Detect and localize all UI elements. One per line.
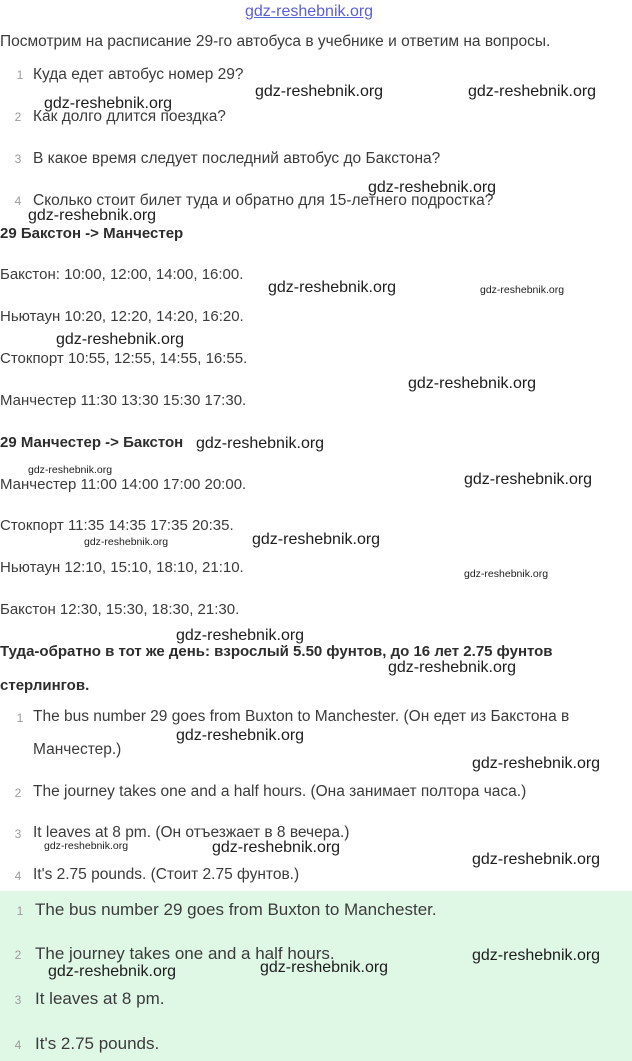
watermark: gdz-reshebnik.org — [84, 536, 169, 548]
route-heading: 29 Бакстон -> Манчестер — [0, 225, 184, 242]
watermark: gdz-reshebnik.org — [28, 464, 113, 476]
question-text: Как долго длится поездка? — [33, 108, 226, 125]
schedule-row: Стокпорт 11:35 14:35 17:35 20:35. — [0, 517, 234, 534]
answer-number: 2 — [14, 786, 22, 800]
fare-text: Туда-обратно в тот же день: взрослый 5.50 фунтов, до 16 лет 2.75 фунтов — [0, 643, 553, 660]
final-answer-text: It's 2.75 pounds. — [35, 1034, 160, 1053]
watermark: gdz-reshebnik.org — [212, 839, 341, 856]
watermark: gdz-reshebnik.org — [468, 83, 597, 100]
answer-text: It's 2.75 pounds. (Стоит 2.75 фунтов.) — [33, 866, 300, 883]
watermark: gdz-reshebnik.org — [28, 207, 157, 224]
route-heading: 29 Манчестер -> Бакстон — [0, 434, 184, 451]
question-number: 3 — [14, 152, 22, 166]
watermark: gdz-reshebnik.org — [368, 179, 497, 196]
final-answer-number: 4 — [14, 1038, 22, 1052]
final-answer-text: It leaves at 8 pm. — [35, 989, 165, 1008]
watermark: gdz-reshebnik.org — [480, 284, 565, 296]
question-text: В какое время следует последний автобус до Бакстона? — [33, 150, 441, 167]
watermark: gdz-reshebnik.org — [472, 947, 601, 964]
answer-number: 1 — [16, 711, 24, 725]
answer-text: It leaves at 8 pm. (Он отъезжает в 8 вечера.) — [33, 824, 350, 841]
watermark: gdz-reshebnik.org — [44, 95, 173, 112]
final-answer-text: The bus number 29 goes from Buxton to Manchester. — [35, 900, 437, 919]
answer-number: 3 — [14, 827, 22, 841]
schedule-row: Ньютаун 10:20, 12:20, 14:20, 16:20. — [0, 308, 244, 325]
watermark: gdz-reshebnik.org — [176, 727, 305, 744]
watermark: gdz-reshebnik.org — [472, 755, 601, 772]
question-text: Сколько стоит билет туда и обратно для 15-летнего подростка? — [33, 192, 494, 209]
answer-number: 4 — [14, 869, 22, 883]
final-answer-number: 3 — [14, 993, 22, 1007]
watermark: gdz-reshebnik.org — [260, 959, 389, 976]
watermark: gdz-reshebnik.org — [464, 568, 549, 580]
watermark: gdz-reshebnik.org — [464, 471, 593, 488]
answer-text-cont: Манчестер.) — [33, 741, 122, 758]
schedule-row: Стокпорт 10:55, 12:55, 14:55, 16:55. — [0, 350, 248, 367]
question-number: 1 — [16, 68, 24, 82]
final-answer-text: The journey takes one and a half hours. — [35, 944, 335, 963]
watermark: gdz-reshebnik.org — [252, 531, 381, 548]
question-text: Куда едет автобус номер 29? — [33, 66, 244, 83]
watermark: gdz-reshebnik.org — [472, 851, 601, 868]
schedule-row: Манчестер 11:00 14:00 17:00 20:00. — [0, 476, 247, 493]
watermark: gdz-reshebnik.org — [268, 279, 397, 296]
question-number: 4 — [14, 194, 22, 208]
watermark: gdz-reshebnik.org — [44, 840, 129, 852]
watermark: gdz-reshebnik.org — [56, 331, 185, 348]
fare-text-cont: стерлингов. — [0, 677, 90, 694]
watermark: gdz-reshebnik.org — [255, 83, 384, 100]
schedule-row: Ньютаун 12:10, 15:10, 18:10, 21:10. — [0, 559, 244, 576]
final-answer-number: 2 — [14, 948, 22, 962]
answer-text: The bus number 29 goes from Buxton to Manchester. (Он едет из Бакстона в — [33, 708, 570, 725]
schedule-row: Бакстон 12:30, 15:30, 18:30, 21:30. — [0, 601, 240, 618]
question-number: 2 — [14, 110, 22, 124]
watermark: gdz-reshebnik.org — [48, 963, 177, 980]
final-answer-number: 1 — [16, 904, 24, 918]
schedule-row: Бакстон: 10:00, 12:00, 14:00, 16:00. — [0, 266, 244, 283]
site-link[interactable]: gdz-reshebnik.org — [245, 3, 374, 20]
answer-text: The journey takes one and a half hours. (Она занимает полтора часа.) — [33, 783, 527, 800]
schedule-row: Манчестер 11:30 13:30 15:30 17:30. — [0, 392, 247, 409]
intro-text: Посмотрим на расписание 29-го автобуса в учебнике и ответим на вопросы. — [0, 33, 551, 50]
watermark: gdz-reshebnik.org — [388, 659, 517, 676]
watermark: gdz-reshebnik.org — [408, 375, 537, 392]
watermark: gdz-reshebnik.org — [196, 435, 325, 452]
watermark: gdz-reshebnik.org — [176, 627, 305, 644]
